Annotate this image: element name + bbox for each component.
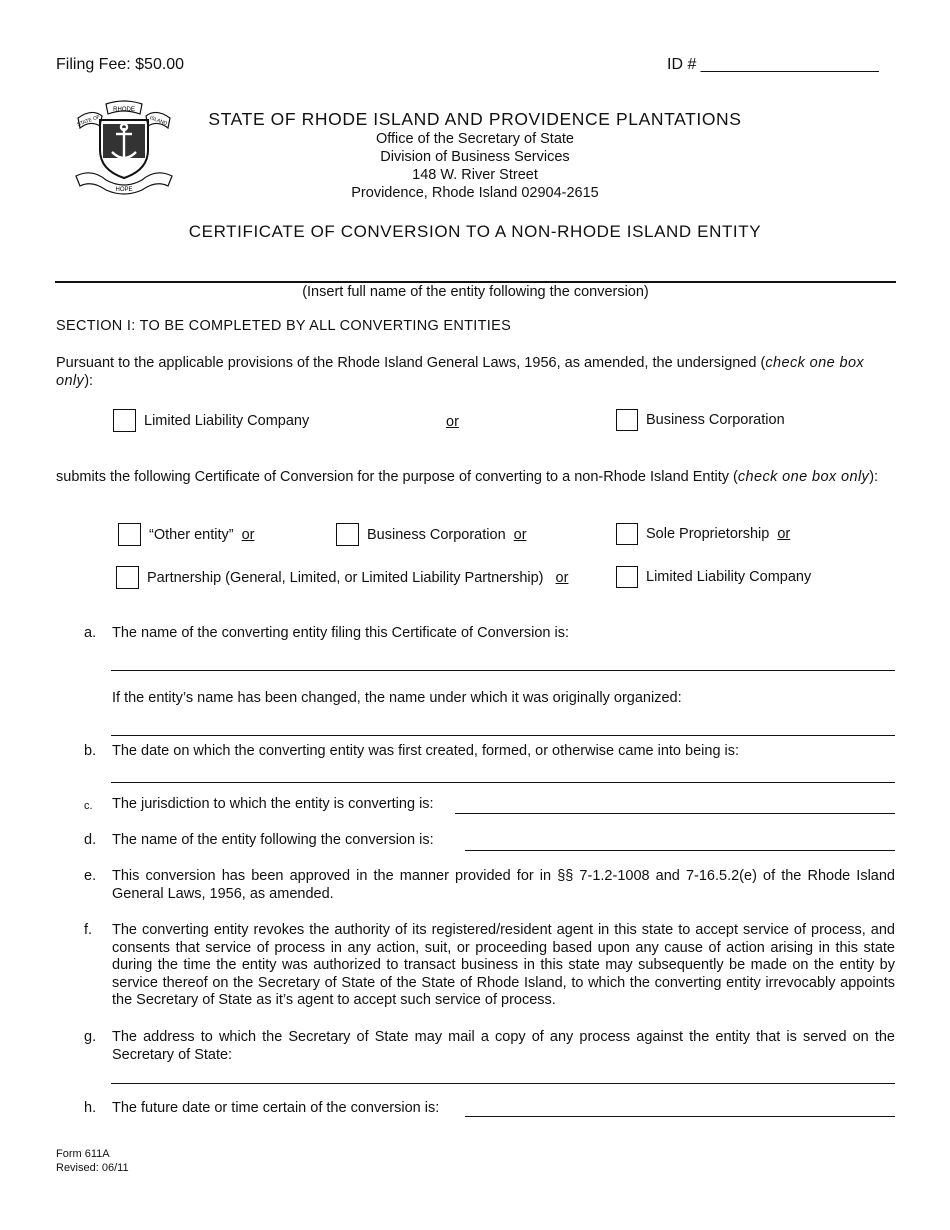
item-g-letter: g. [84, 1029, 97, 1045]
intro-paragraph [56, 354, 896, 390]
seal-text-top: RHODE [113, 107, 135, 113]
checkbox-to-llc[interactable] [616, 566, 638, 588]
item-a-answer-line[interactable] [111, 670, 895, 671]
filing-fee: Filing Fee: $50.00 [56, 56, 185, 73]
item-f-text: The converting entity revokes the authority of its registered/resident agent in this state to accept service of process, and consents that service of process in any action, suit, or proceeding based upon any cause of action arising in this state during the time the entity was authorized to transact business in this state may subsequently be made on the entity by service thereof on the Secretary of State of the State of Rhode Island, to which the converting entity irrevocably appoints the Secretary of State as it’s agent to accept such service of process. [112, 922, 895, 1008]
option-label: “Other entity” [149, 526, 234, 543]
option-from-business-corporation[interactable] [616, 409, 785, 431]
division-line: Division of Business Services [380, 149, 570, 165]
option-label: Limited Liability Company [646, 569, 812, 585]
certificate-title: CERTIFICATE OF CONVERSION TO A NON-RHODE ISLAND ENTITY [188, 222, 762, 241]
checkbox-from-llc[interactable] [113, 409, 136, 432]
state-title: STATE OF RHODE ISLAND AND PROVIDENCE PLANTATIONS [208, 109, 742, 129]
submits-paragraph [56, 468, 896, 486]
item-h-letter: h. [84, 1100, 97, 1116]
item-d-text: The name of the entity following the conversion is: [112, 832, 434, 848]
intro-end: ): [84, 373, 94, 389]
item-d-letter: d. [84, 832, 97, 848]
checkbox-sole-proprietorship[interactable] [616, 523, 638, 545]
item-c-answer-line[interactable] [455, 813, 895, 814]
city-line: Providence, Rhode Island 02904-2615 [351, 185, 599, 201]
checkbox-to-business-corporation[interactable] [336, 523, 359, 546]
item-c-text: The jurisdiction to which the entity is converting is: [112, 796, 434, 812]
option-label: Business Corporation [646, 412, 785, 428]
item-b-text: The date on which the converting entity was first created, formed, or otherwise came into being is: [112, 743, 740, 759]
option-to-sole-proprietorship[interactable] [616, 523, 790, 545]
section-title: SECTION I: TO BE COMPLETED BY ALL CONVERTING ENTITIES [56, 318, 512, 334]
item-e-letter: e. [84, 868, 97, 884]
or-connector: or [777, 526, 791, 542]
intro-emphasis: check one box only [56, 355, 865, 389]
entity-name-caption: (Insert full name of the entity following the conversion) [302, 284, 649, 300]
entity-name-field[interactable] [55, 281, 896, 283]
or-connector: or [241, 526, 255, 543]
item-d-answer-line[interactable] [465, 850, 895, 851]
checkbox-from-business-corporation[interactable] [616, 409, 638, 431]
item-a-subtext: If the entity’s name has been changed, the name under which it was originally organized: [112, 690, 682, 706]
item-e-text: This conversion has been approved in the manner provided for in §§ 7-1.2-1008 and 7-16.5.2(e) of the Rhode Island General Laws, 1956, as amended. [112, 868, 895, 902]
item-g-text: The address to which the Secretary of State may mail a copy of any process against the entity that is served on the Secretary of State: [112, 1029, 895, 1063]
seal-text-bottom: HOPE [115, 187, 133, 193]
option-label: Partnership (General, Limited, or Limited Liability Partnership) [147, 569, 544, 586]
item-a-letter: a. [84, 625, 97, 641]
or-connector: or [555, 569, 569, 586]
item-h-text: The future date or time certain of the conversion is: [112, 1100, 440, 1116]
office-line: Office of the Secretary of State [375, 131, 574, 147]
intro-text: Pursuant to the applicable provisions of the Rhode Island General Laws, 1956, as amended, the undersigned ( [56, 355, 766, 371]
checkbox-other-entity[interactable] [118, 523, 141, 546]
option-from-llc[interactable] [113, 409, 309, 432]
item-a-text: The name of the converting entity filing this Certificate of Conversion is: [112, 625, 569, 641]
item-b-letter: b. [84, 743, 97, 759]
submits-emphasis: check one box only [737, 469, 870, 485]
id-number-field[interactable]: ID # ____________________ [667, 56, 879, 73]
option-to-other-entity[interactable] [118, 523, 255, 546]
seal-text-left: STATE OF [76, 114, 101, 128]
option-to-llc[interactable] [616, 566, 811, 588]
form-number: Form 611A [56, 1148, 110, 1160]
street-line: 148 W. River Street [412, 167, 538, 183]
state-seal-icon [72, 98, 176, 196]
option-label: Sole Proprietorship [646, 526, 770, 542]
form-footer [56, 1147, 129, 1175]
or-connector: or [446, 414, 459, 430]
checkbox-partnership[interactable] [116, 566, 139, 589]
item-f-letter: f. [84, 922, 93, 938]
or-connector: or [513, 526, 527, 543]
item-h-answer-line[interactable] [465, 1116, 895, 1117]
item-g-answer-line[interactable] [111, 1083, 895, 1084]
option-to-partnership[interactable] [116, 566, 568, 589]
submits-end: ): [869, 469, 879, 485]
option-label: Limited Liability Company [144, 412, 310, 429]
revised-date: Revised: 06/11 [56, 1162, 129, 1174]
item-a-original-name-line[interactable] [111, 735, 895, 736]
option-label: Business Corporation [367, 526, 506, 543]
item-c-letter: c. [84, 800, 93, 812]
item-b-answer-line[interactable] [111, 782, 895, 783]
seal-text-right: ISLAND [148, 115, 168, 127]
submits-text: submits the following Certificate of Conversion for the purpose of converting to a non-Rhode Island Entity ( [56, 469, 738, 485]
agency-header [190, 110, 760, 202]
option-to-business-corporation[interactable] [336, 523, 527, 546]
